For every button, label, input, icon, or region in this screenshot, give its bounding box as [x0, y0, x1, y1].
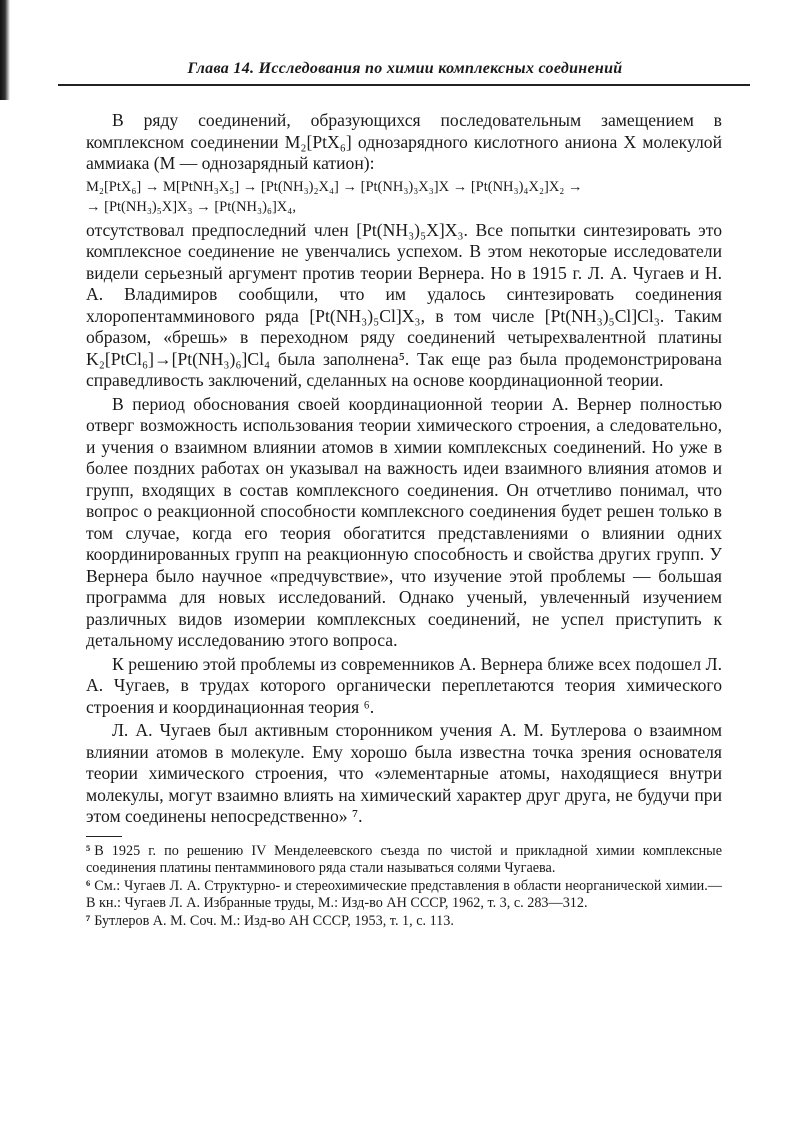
main-text — [86, 110, 722, 931]
footnote-mark: ⁷ — [86, 912, 91, 929]
paragraph-2: отсутствовал предпоследний член [Pt(NH₃)₅X]X₃. Все попытки синтезировать это комплексное соединение не увенчались успехом. В этом некоторые исследователи видели серьезный аргумент против теории Вернера. Но в 1915 г. Л. А. Чугаев и Н. А. Владимиров сообщили, что им удалось синтезировать соединения хлоропентамминового ряда [Pt(NH₃)₅Cl]X₃, в том числе [Pt(NH₃)₅Cl]Cl₃. Таким образом, «брешь» в переходном ряду соединений четырехвалентной платины K₂[PtCl₆]→[Pt(NH₃)₆]Cl₄ была заполнена⁵. Так еще раз была продемонстрирована справедливость заключений, сделанных на основе координационной теории. — [86, 219, 722, 390]
header-rule — [58, 84, 750, 86]
formula-line-2: → [Pt(NH₃)₅X]X₃ → [Pt(NH₃)₆]X₄, — [86, 198, 296, 215]
paragraph-5: Л. А. Чугаев был активным сторонником учения А. М. Бутлерова о взаимном влиянии атомов в молекуле. Ему хорошо была известна точка зрения основателя теории химического строения, что «элементарные атомы, находящиеся внутри молекулы, могут взаимно влиять на химический характер друг друга, не будучи при этом соединены непосредственно» ⁷. — [86, 720, 722, 826]
footnote-text: В 1925 г. по решению IV Менделеевского съезда по чистой и прикладной химии комплексные соединения платины пентамминового ряда стали называться солями Чугаева. — [86, 842, 722, 876]
paragraph-3: В период обоснования своей координационной теории А. Вернер полностью отверг возможность использования теории химического строения, а следовательно, и учения о взаимном влиянии атомов в химии комплексных соединений. Но уже в более поздних работах он указывал на важность идеи взаимного влияния атомов и групп, входящих в состав комплексного соединения. Он отчетливо понимал, что вопрос о реакционной способности комплексного соединения будет решен только в том случае, когда его теория обогатится представлениями о влиянии одних координированных групп на реакционную способность и свойства других групп. У Вернера было научное «предчувствие», что изучение этой проблемы — большая программа для новых исследований. Однако ученый, увлеченный изучением различных видов изомерии комплексных соединений, не успел приступить к детальному исследованию этого вопроса. — [86, 393, 722, 650]
page-edge-shadow — [0, 0, 10, 100]
paragraph-4: К решению этой проблемы из современников А. Вернера ближе всех подошел Л. А. Чугаев, в трудах которого органически переплетаются теория химического строения и координационная теория ⁶. — [86, 653, 722, 717]
formula-line-1: M₂[PtX₆] → M[PtNH₃X₅] → [Pt(NH₃)₂X₄] → [Pt(NH₃)₃X₃]X → [Pt(NH₃)₄X₂]X₂ → — [86, 178, 583, 195]
footnote-mark: ⁶ — [86, 877, 91, 894]
footnote-6 — [86, 878, 722, 912]
footnote-7 — [86, 913, 722, 930]
footnote-mark: ⁵ — [86, 842, 91, 859]
paragraph-1: В ряду соединений, образующихся последовательным замещением в комплексном соединении M₂[PtX₆] однозарядного кислотного аниона X молекулой аммиака (M — однозарядный катион): — [86, 110, 722, 173]
footnotes — [86, 843, 722, 930]
footnote-rule — [86, 836, 122, 837]
footnote-5 — [86, 843, 722, 877]
running-header: Глава 14. Исследования по химии комплексных соединений — [187, 60, 623, 77]
footnote-text: См.: Чугаев Л. А. Структурно- и стереохимические представления в области неорганической химии.— В кн.: Чугаев Л. А. Избранные труды, М.: Изд-во АН СССР, 1962, т. 3, с. 283—312. — [86, 877, 722, 911]
footnote-text: Бутлеров А. М. Соч. М.: Изд-во АН СССР, 1953, т. 1, с. 113. — [94, 912, 454, 929]
reaction-series-formula — [86, 177, 722, 217]
